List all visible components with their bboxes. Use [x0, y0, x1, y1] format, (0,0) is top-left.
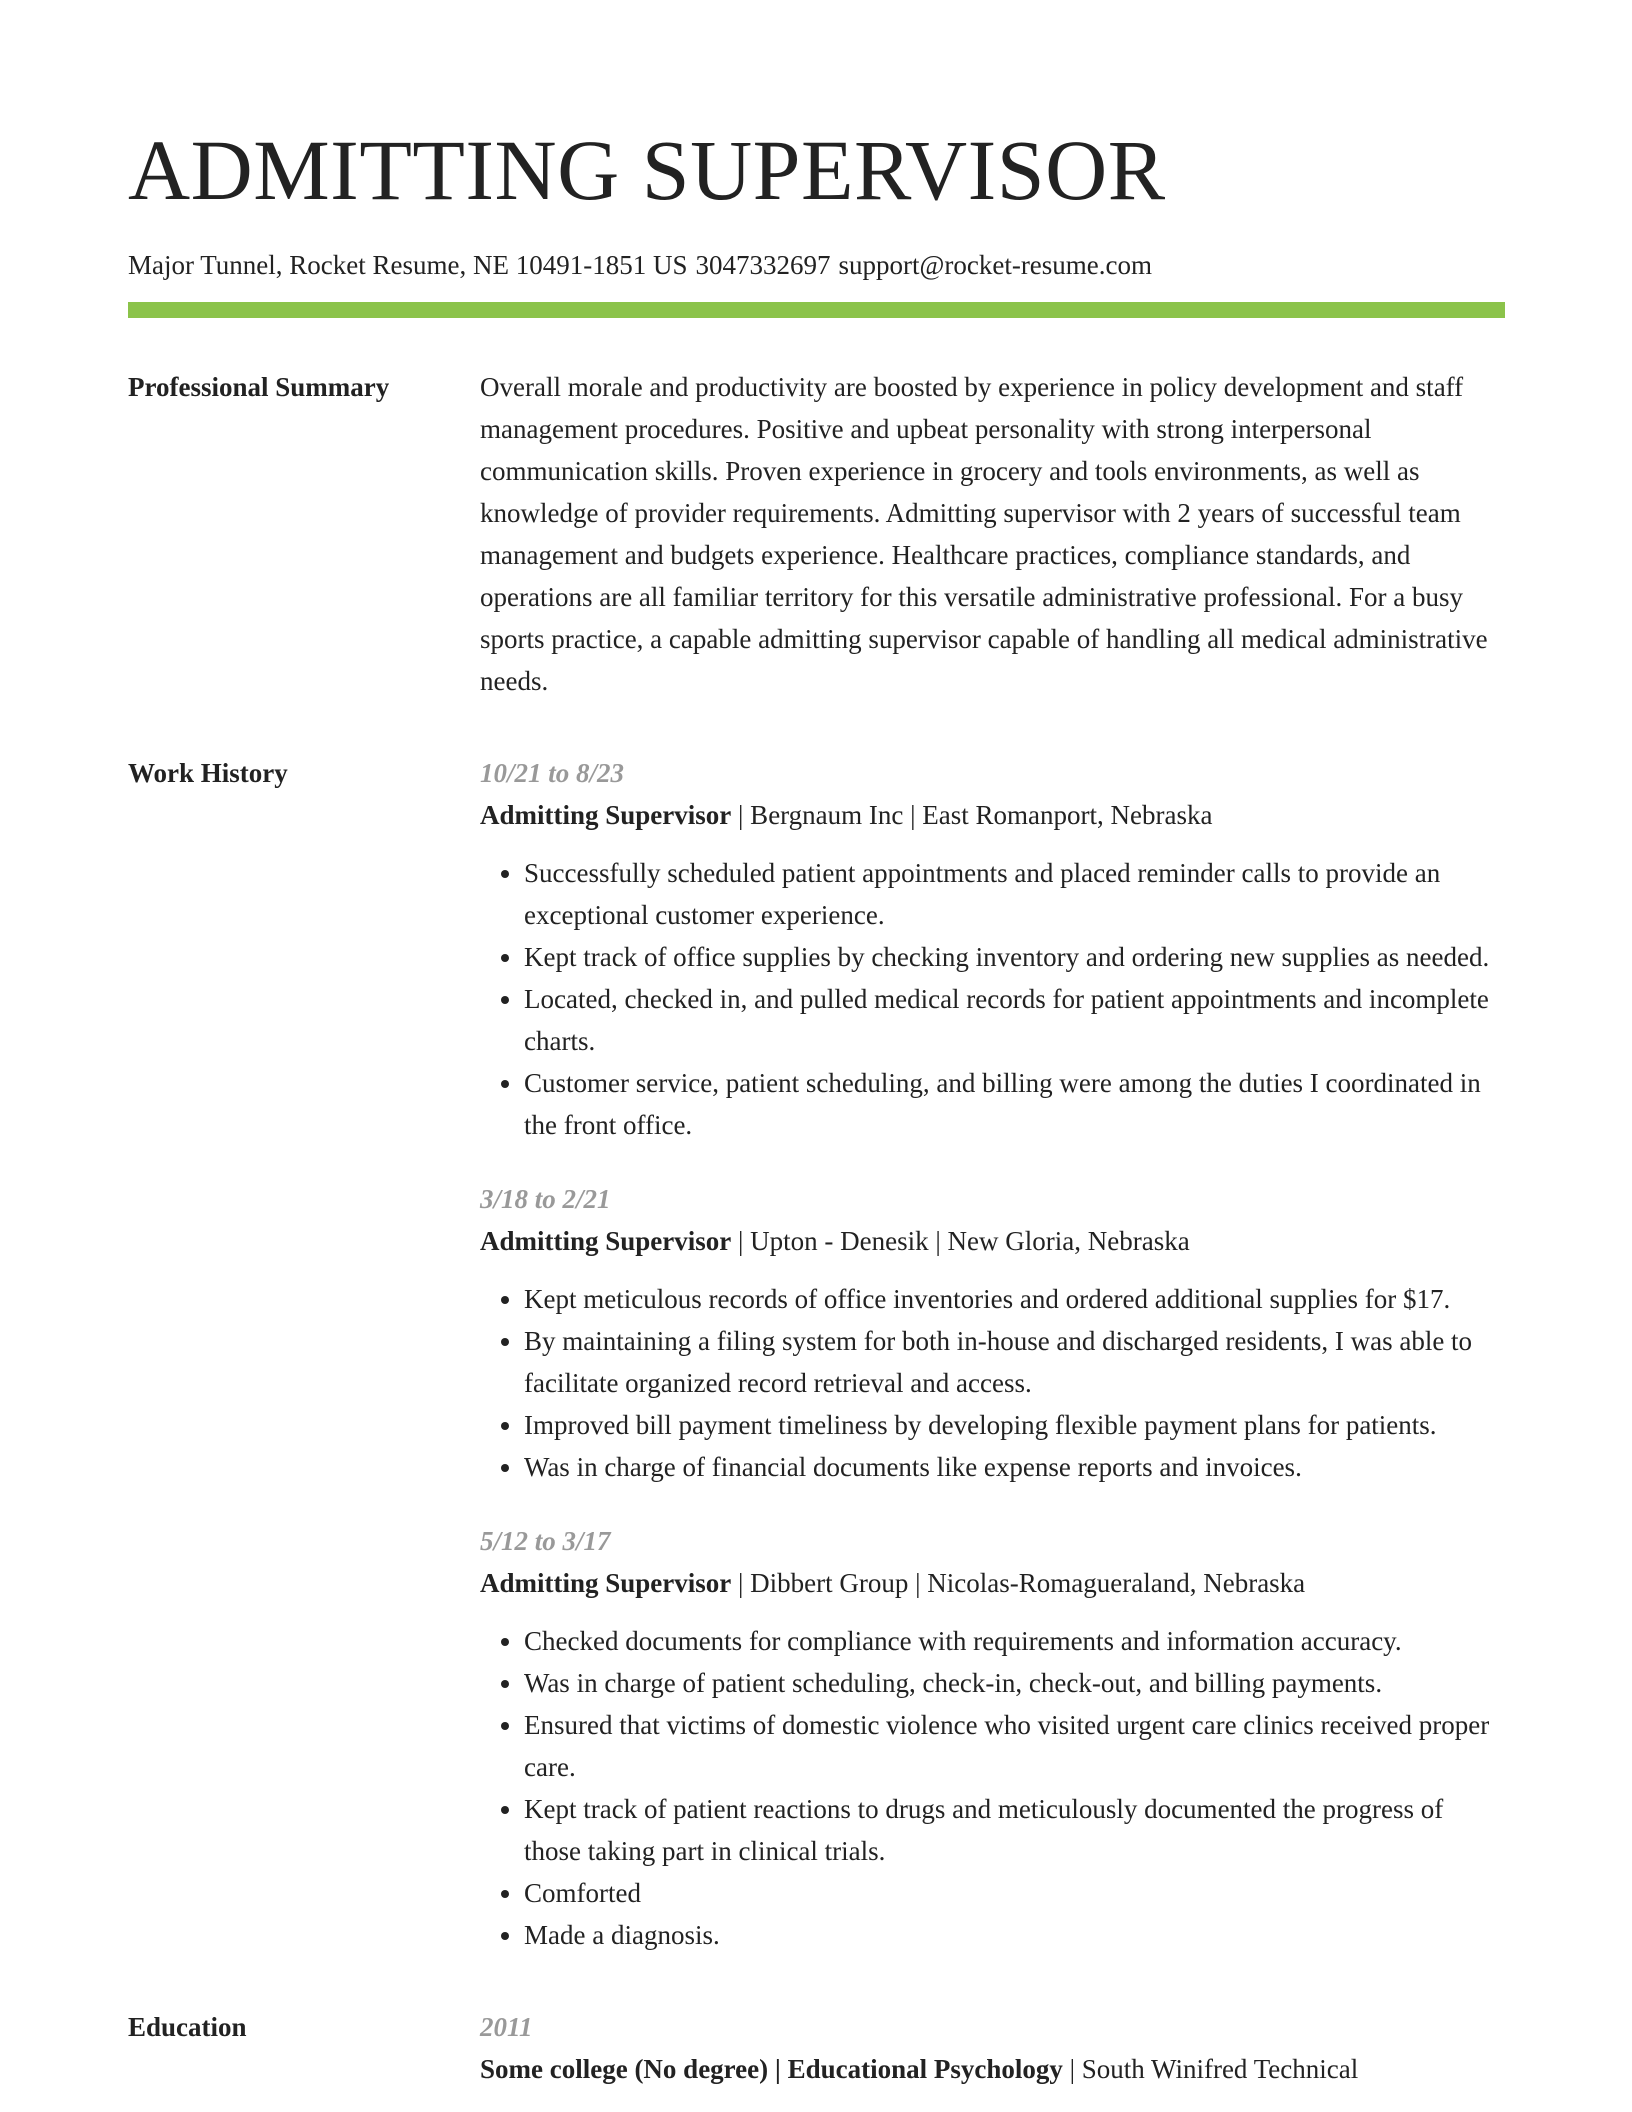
contact-phone: 3047332697 [695, 250, 831, 280]
summary-body [480, 366, 1505, 702]
job-bullet: • Made a diagnosis. [524, 1914, 1505, 1956]
job-details: | Bergnaum Inc | East Romanport, Nebraska [731, 800, 1213, 830]
job-title: Admitting Supervisor [480, 1226, 732, 1256]
resume-name: ADMITTING SUPERVISOR [128, 122, 1166, 218]
job-bullet: • By maintaining a filing system for both in-house and discharged residents, I was able to facilitate organized record retrieval and access. [524, 1320, 1505, 1404]
contact-email: support@rocket-resume.com [838, 250, 1153, 280]
education-section [128, 2006, 1505, 2090]
job-bullets [480, 1278, 1505, 1488]
job-dates: 10/21 to 8/23 [480, 758, 625, 788]
job-bullet: • Ensured that victims of domestic violence who visited urgent care clinics received proper care. [524, 1704, 1505, 1788]
education-label: Education [128, 2012, 247, 2042]
summary-text: Overall morale and productivity are boosted by experience in policy development and staff management procedures. Positive and upbeat personality with strong interpersonal communication skills. Proven experience in grocery and tools environments, as well as knowledge of provider requirements. Admitting supervisor with 2 years of successful team management and budgets experience. Healthcare practices, compliance standards, and operations are all familiar territory for this versatile administrative professional. For a busy sports practice, a capable admitting supervisor capable of handling all medical administrative needs. [480, 372, 1488, 696]
job-entry [480, 752, 1505, 1146]
job-title: Admitting Supervisor [480, 1568, 732, 1598]
contact-line [128, 248, 1505, 282]
job-bullet: • Improved bill payment timeliness by developing flexible payment plans for patients. [524, 1404, 1505, 1446]
job-bullet: • Was in charge of patient scheduling, check-in, check-out, and billing payments. [524, 1662, 1505, 1704]
job-entry [480, 1520, 1505, 1956]
job-bullet: • Kept meticulous records of office inventories and ordered additional supplies for $17. [524, 1278, 1505, 1320]
summary-section [128, 366, 1505, 702]
resume-page [128, 0, 1505, 2090]
summary-label: Professional Summary [128, 372, 390, 402]
job-bullet: • Successfully scheduled patient appointments and placed reminder calls to provide an exceptional customer experience. [524, 852, 1505, 936]
education-line [480, 2048, 1505, 2090]
job-bullets [480, 1620, 1505, 1956]
job-role-line [480, 1562, 1505, 1604]
job-bullet: • Kept track of patient reactions to drugs and meticulously documented the progress of those taking part in clinical trials. [524, 1788, 1505, 1872]
job-bullet: • Customer service, patient scheduling, and billing were among the duties I coordinated in the front office. [524, 1062, 1505, 1146]
work-history-section [128, 752, 1505, 1956]
job-details: | Upton - Denesik | New Gloria, Nebraska [731, 1226, 1190, 1256]
education-degree: Some college (No degree) | Educational Psychology [480, 2054, 1063, 2084]
education-body [480, 2006, 1505, 2090]
job-dates: 5/12 to 3/17 [480, 1526, 611, 1556]
work-history-body [480, 752, 1505, 1956]
work-history-label: Work History [128, 758, 288, 788]
job-title: Admitting Supervisor [480, 800, 732, 830]
job-role-line [480, 1220, 1505, 1262]
contact-address: Major Tunnel, Rocket Resume, NE 10491-1851 US [128, 250, 688, 280]
job-dates: 3/18 to 2/21 [480, 1184, 611, 1214]
job-role-line [480, 794, 1505, 836]
header-divider [128, 302, 1505, 318]
job-bullet: • Comforted [524, 1872, 1505, 1914]
job-bullet: • Was in charge of financial documents like expense reports and invoices. [524, 1446, 1505, 1488]
job-bullet: • Kept track of office supplies by checking inventory and ordering new supplies as needed. [524, 936, 1505, 978]
education-school: | South Winifred Technical [1062, 2054, 1359, 2084]
job-bullet: • Checked documents for compliance with requirements and information accuracy. [524, 1620, 1505, 1662]
job-details: | Dibbert Group | Nicolas-Romagueraland, Nebraska [731, 1568, 1306, 1598]
job-bullets [480, 852, 1505, 1146]
job-entry [480, 1178, 1505, 1488]
job-bullet: • Located, checked in, and pulled medical records for patient appointments and incomplete charts. [524, 978, 1505, 1062]
education-dates: 2011 [480, 2012, 533, 2042]
